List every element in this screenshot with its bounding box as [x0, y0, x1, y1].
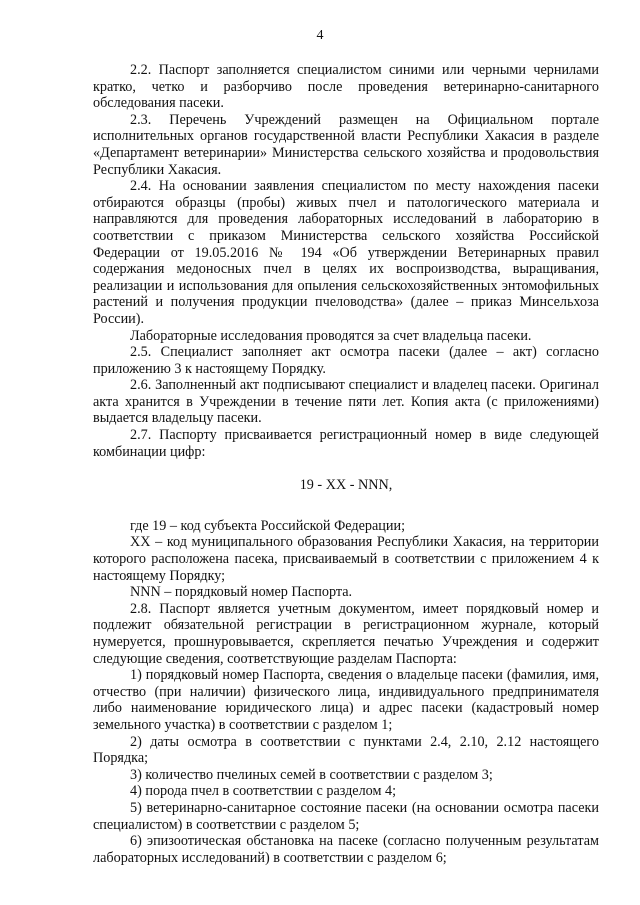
document-body [93, 62, 599, 866]
list-item-3: 3) количество пчелиных семей в соответствии с разделом 3; [130, 766, 493, 783]
list-item-5: 5) ветеринарно-санитарное состояние пасеки (на основании осмотра пасеки специалистом) в соответствии с разделом 5; [93, 799, 599, 833]
registration-number-format: 19 - ХХ - NNN, [299, 477, 393, 494]
paragraph-2-5: 2.5. Специалист заполняет акт осмотра пасеки (далее – акт) согласно приложению 3 к настоящему Порядку. [93, 344, 599, 377]
paragraph-2-2: 2.2. Паспорт заполняется специалистом синими или черными чернилами кратко, четко и разборчиво после проведения ветеринарно-санитарного обследования пасеки. [93, 62, 599, 112]
paragraph-code-19: где 19 – код субъекта Российской Федерации; [130, 517, 406, 534]
list-item-1: 1) порядковый номер Паспорта, сведения о владельце пасеки (фамилия, имя, отчество (при наличии) физического лица, индивидуального предпринимателя либо наименование юридического лица) и адрес пасеки (кадастровый номер земельного участка) в соответствии с разделом 1; [93, 667, 599, 733]
paragraph-2-8: 2.8. Паспорт является учетным документом, имеет порядковый номер и подлежит обязательной регистрации в регистрационном журнале, который нумеруется, прошнуровывается, скрепляется печатью Учреждения и содержит следующие сведения, соответствующие разделам Паспорта: [93, 600, 599, 667]
paragraph-2-7: 2.7. Паспорту присваивается регистрационный номер в виде следующей комбинации цифр: [93, 427, 599, 460]
list-item-2: 2) даты осмотра в соответствии с пунктами 2.4, 2.10, 2.12 настоящего Порядка; [93, 733, 599, 767]
paragraph-2-4: 2.4. На основании заявления специалистом по месту нахождения пасеки отбираются образцы (пробы) живых пчел и патологического материала и направляются для проведения лабораторных исследований в лабораторию в соответствии с приказом Министерства сельского хозяйства Российской Федерации от 19.05.2016 № 194 «Об утверждении Ветеринарных правил содержания медоносных пчел в целях их воспроизводства, выращивания, реализации и использования для опыления сельскохозяйственных энтомофильных растений и получения продукции пчеловодства» (далее – приказ Минсельхоза России). [93, 178, 599, 327]
list-item-4: 4) порода пчел в соответствии с разделом 4; [130, 783, 397, 800]
paragraph-2-6: 2.6. Заполненный акт подписывают специалист и владелец пасеки. Оригинал акта хранится в Учреждении в течение пяти лет. Копия акта (с приложениями) выдается владельцу пасеки. [93, 377, 599, 427]
paragraph-code-nnn: NNN – порядковый номер Паспорта. [130, 584, 353, 601]
list-item-6: 6) эпизоотическая обстановка на пасеке (согласно полученным результатам лабораторных исследований) в соответствии с разделом 6; [93, 833, 599, 866]
page-number: 4 [316, 28, 324, 43]
paragraph-2-3: 2.3. Перечень Учреждений размещен на Официальном портале исполнительных органов государственной власти Республики Хакасия в разделе «Департамент ветеринарии» Министерства сельского хозяйства и продовольствия Республики Хакасия. [93, 111, 599, 178]
paragraph-code-xx: ХХ – код муниципального образования Республики Хакасия, на территории которого расположена пасека, присваиваемый в соответствии с приложением 4 к настоящему Порядку; [93, 534, 599, 584]
paragraph-lab-funding: Лабораторные исследования проводятся за счет владельца пасеки. [130, 327, 532, 344]
